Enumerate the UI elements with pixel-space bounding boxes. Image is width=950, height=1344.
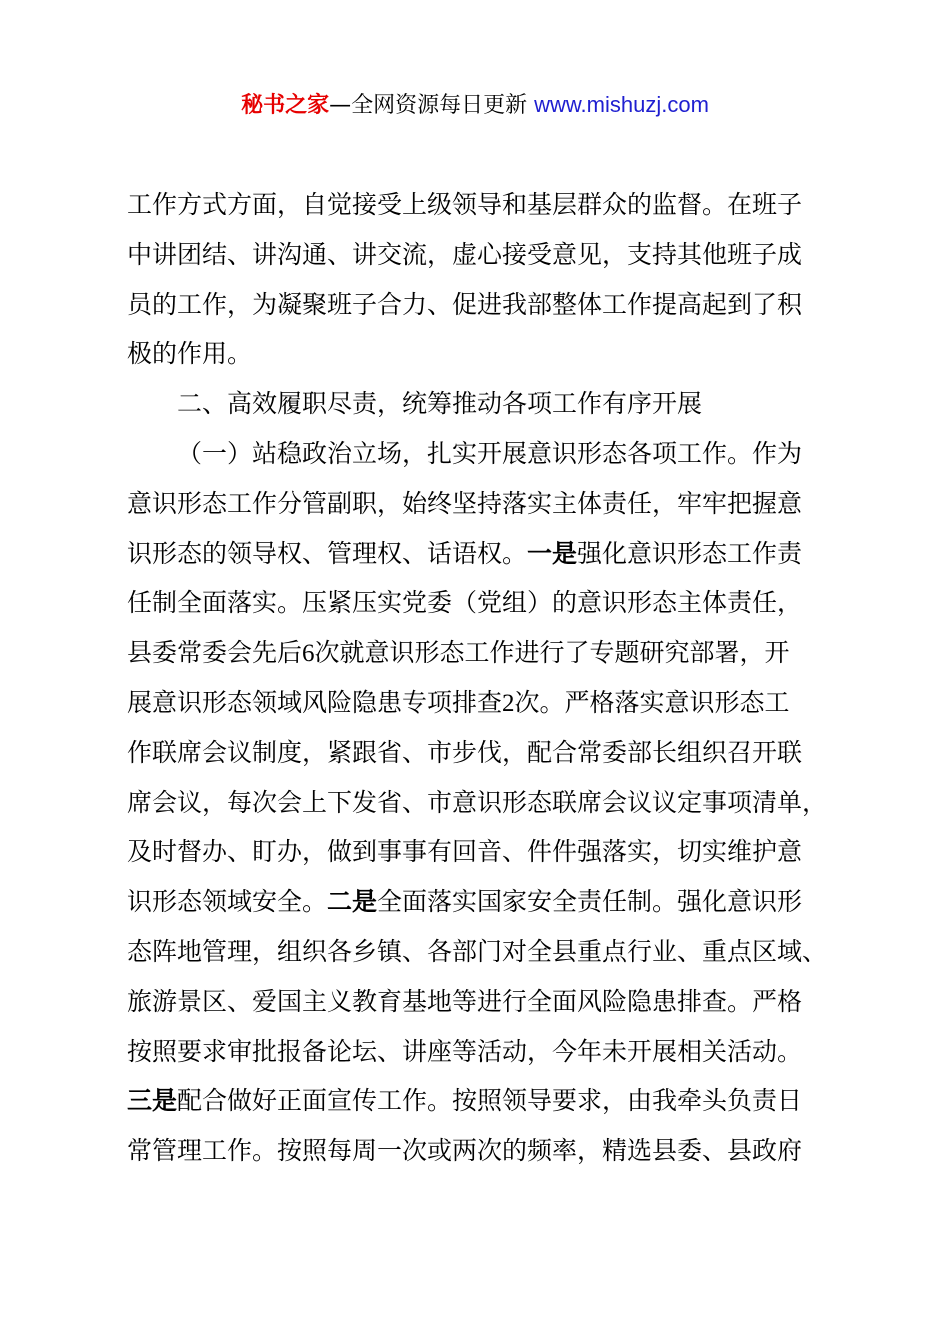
text-line xyxy=(127,728,833,778)
text-line xyxy=(127,529,833,579)
brand-name: 秘书之家 xyxy=(241,93,330,118)
line-text: 常管理工作。按照每周一次或两次的频率，精选县委、县政府 xyxy=(127,1136,803,1166)
text-line xyxy=(127,678,833,728)
line-text: 次就意识形态工作进行了专题研究部署，开 xyxy=(314,638,790,668)
line-text: 强化意识形态工作责 xyxy=(577,538,803,568)
bold-marker: 三是 xyxy=(127,1086,178,1116)
line-text: 任制全面落实。压紧压实党委（党组）的意识形态主体责任， xyxy=(127,588,803,618)
site-header xyxy=(0,88,950,123)
text-line xyxy=(127,628,833,678)
bold-marker: 一是 xyxy=(527,538,578,568)
document-body xyxy=(127,180,833,1176)
text-line xyxy=(127,977,833,1027)
text-line xyxy=(127,778,833,828)
text-line xyxy=(127,479,833,529)
line-text: 中讲团结、讲沟通、讲交流，虚心接受意见，支持其他班子成 xyxy=(127,239,803,269)
line-text: 员的工作，为凝聚班子合力、促进我部整体工作提高起到了积 xyxy=(127,289,803,319)
header-tagline: —全网资源每日更新 xyxy=(329,93,535,118)
line-text: 极的作用。 xyxy=(127,339,253,369)
line-text: 作联席会议制度，紧跟省、市步伐，配合常委部长组织召开联 xyxy=(127,737,803,767)
line-text: 识形态的领导权、管理权、话语权。 xyxy=(127,538,528,568)
text-line xyxy=(127,578,833,628)
line-text: 次。严格落实意识形态工 xyxy=(514,687,790,717)
line-text: 席会议，每次会上下发省、市意识形态联席会议议定事项清单， xyxy=(127,787,828,817)
line-text: 旅游景区、爱国主义教育基地等进行全面风险隐患排查。严格 xyxy=(127,986,803,1016)
line-text: 按照要求审批报备论坛、讲座等活动，今年未开展相关活动。 xyxy=(127,1036,803,1066)
line-text: （一）站稳政治立场，扎实开展意识形态各项工作。作为 xyxy=(177,438,803,468)
text-line xyxy=(127,1027,833,1077)
text-line xyxy=(127,877,833,927)
line-text: 展意识形态领域风险隐患专项排查 xyxy=(127,687,503,717)
text-line xyxy=(127,329,833,379)
text-line xyxy=(127,379,833,429)
line-text: 识形态领域安全。 xyxy=(127,887,328,917)
text-line xyxy=(127,1076,833,1126)
number-text: 6 xyxy=(302,640,315,668)
text-line xyxy=(127,180,833,230)
number-text: 2 xyxy=(502,689,515,717)
text-line xyxy=(127,927,833,977)
text-line xyxy=(127,230,833,280)
site-url-link[interactable]: www.mishuzj.com xyxy=(534,92,709,117)
bold-marker: 二是 xyxy=(327,887,378,917)
line-text: 配合做好正面宣传工作。按照领导要求，由我牵头负责日 xyxy=(177,1086,803,1116)
line-text: 全面落实国家安全责任制。强化意识形 xyxy=(377,887,803,917)
text-line xyxy=(127,827,833,877)
line-text: 二、高效履职尽责，统筹推动各项工作有序开展 xyxy=(177,389,703,419)
line-text: 意识形态工作分管副职，始终坚持落实主体责任，牢牢把握意 xyxy=(127,488,803,518)
line-text: 及时督办、盯办，做到事事有回音、件件强落实，切实维护意 xyxy=(127,837,803,867)
text-line xyxy=(127,1126,833,1176)
line-text: 工作方式方面，自觉接受上级领导和基层群众的监督。在班子 xyxy=(127,190,803,219)
line-text: 县委常委会先后 xyxy=(127,638,303,668)
text-line xyxy=(127,280,833,330)
line-text: 态阵地管理，组织各乡镇、各部门对全县重点行业、重点区域、 xyxy=(127,936,828,966)
text-line xyxy=(127,429,833,479)
